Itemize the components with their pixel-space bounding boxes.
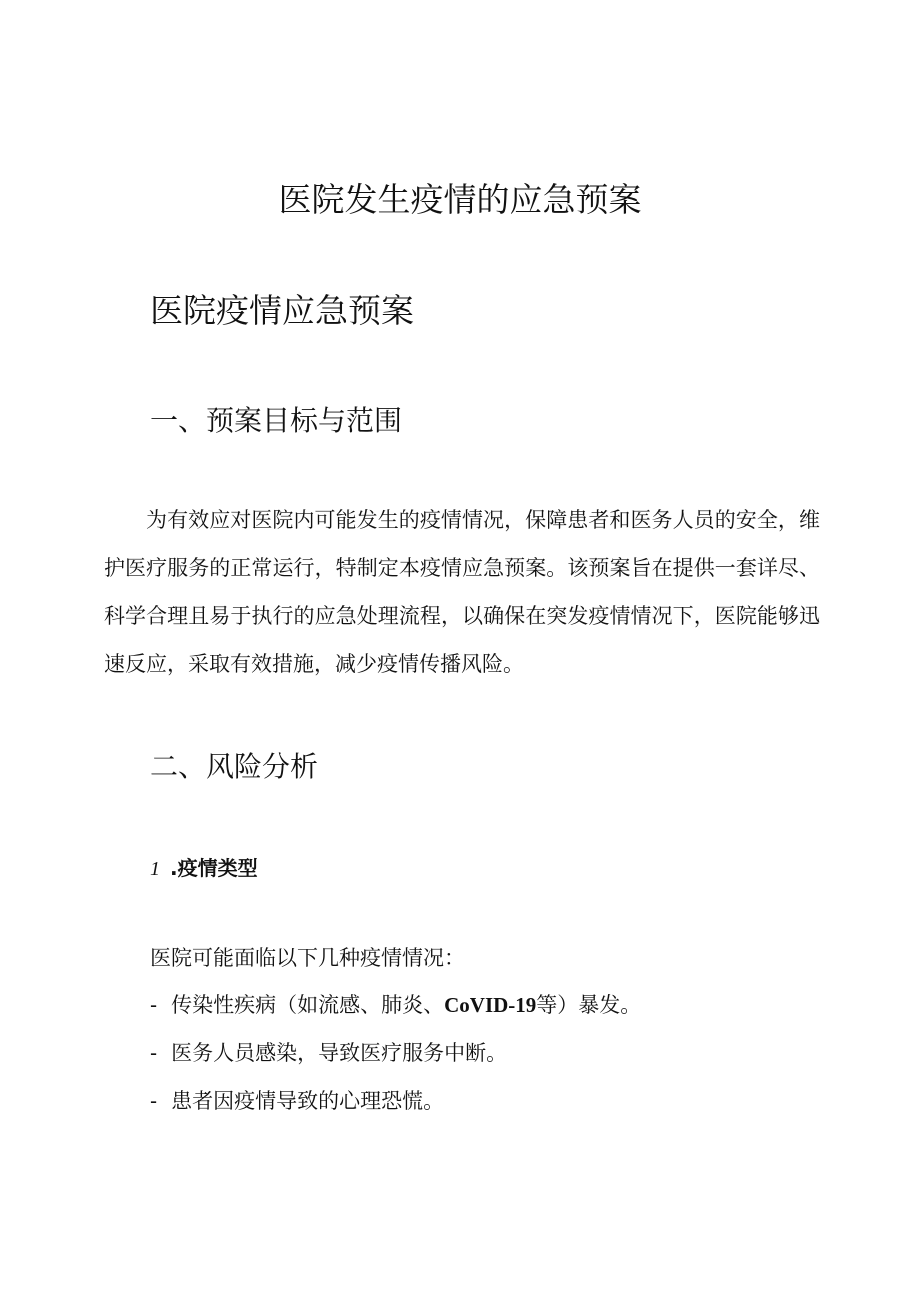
list-item-latin-term: CoVID-19 (444, 993, 537, 1017)
list-dash: - (150, 993, 158, 1017)
section-paragraph-goals: 为有效应对医院内可能发生的疫情情况，保障患者和医务人员的安全，维护医疗服务的正常运行，特制定本疫情应急预案。该预案旨在提供一套详尽、科学合理且易于执行的应急处理流程，以确保在突发疫情情况下，医院能够迅速反应，采取有效措施，减少疫情传播风险。 (104, 508, 820, 676)
subsection-number: 1 (150, 858, 160, 880)
list-item-text: 医务人员感染，导致医疗服务中断。 (171, 1041, 508, 1065)
list-item-text: 患者因疫情导致的心理恐慌。 (171, 1089, 445, 1113)
list-item (150, 1086, 444, 1116)
list-item (150, 1038, 507, 1068)
subsection-heading-epidemic-types (150, 853, 258, 884)
list-dash: - (150, 1089, 158, 1113)
main-heading: 医院疫情应急预案 (150, 291, 414, 330)
section-heading-risk-analysis: 二、风险分析 (150, 750, 319, 783)
subsection-title: .疫情类型 (170, 856, 258, 880)
list-item-text: 传染性疾病（如流感、肺炎、 (171, 993, 445, 1017)
section-heading-goals-scope: 一、预案目标与范围 (150, 404, 403, 437)
list-item (150, 990, 641, 1020)
document-title: 医院发生疫情的应急预案 (278, 180, 642, 219)
list-intro-text: 医院可能面临以下几种疫情情况： (150, 946, 465, 970)
list-dash: - (150, 1041, 158, 1065)
list-item-text: 等）暴发。 (536, 993, 642, 1017)
